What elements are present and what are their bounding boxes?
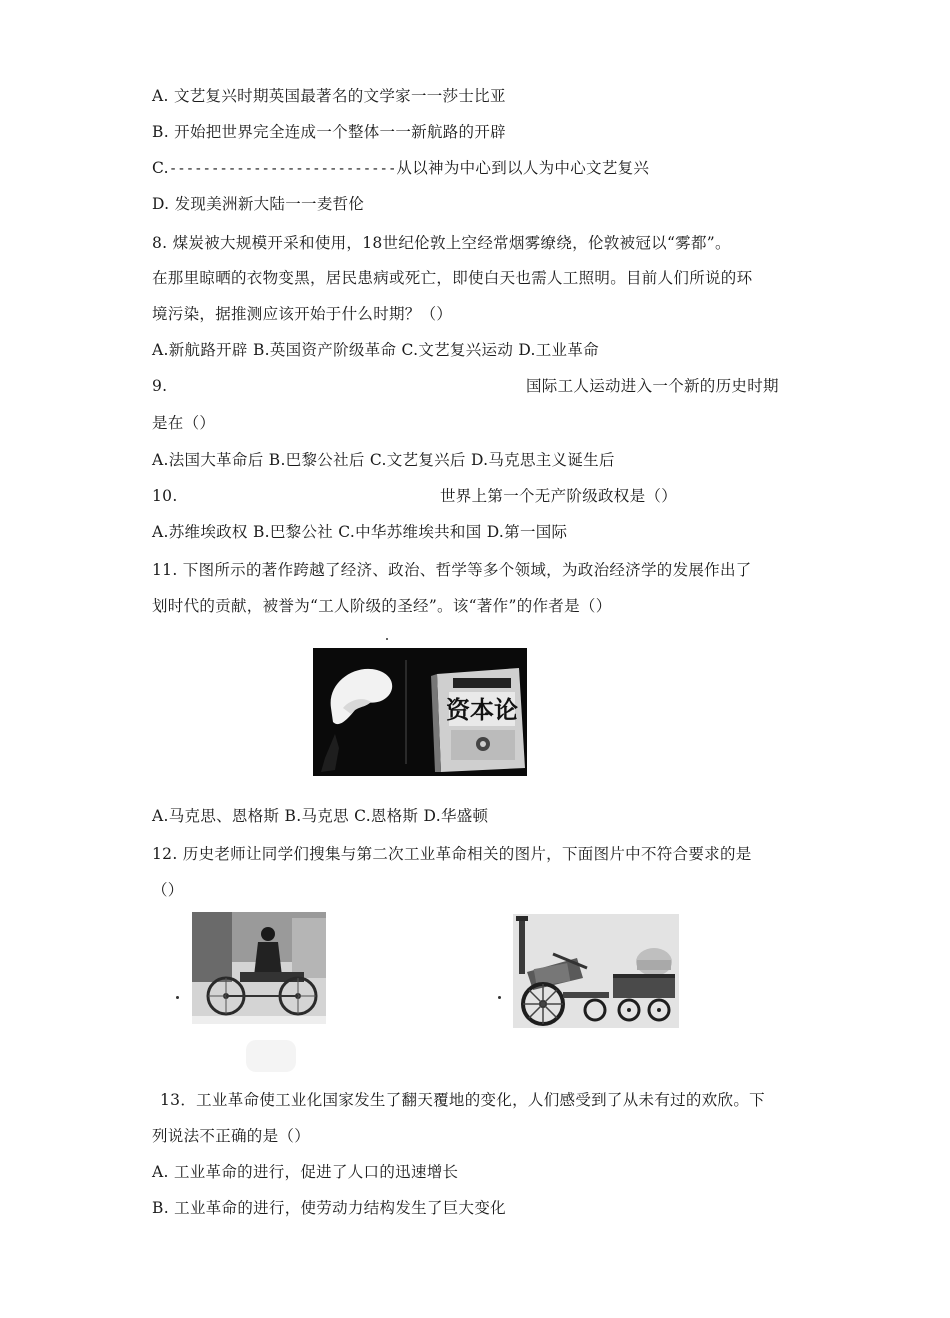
early-car-illustration: [192, 912, 326, 1024]
q9-stem: 国际工人运动进入一个新的历史时期: [526, 377, 779, 395]
scan-speck: [176, 996, 179, 999]
scan-speck: [386, 638, 388, 640]
q11-stem-line1: 11. 下图所示的著作跨越了经济、政治、哲学等多个领域，为政治经济学的发展作出了: [152, 561, 752, 579]
q8-stem-line1: 8. 煤炭被大规模开采和使用，18世纪伦敦上空经常烟雾缭绕，伦敦被冠以“雾都”。: [152, 234, 731, 252]
q12-stem-line2: （）: [152, 881, 184, 899]
q7-option-c: [152, 158, 649, 179]
capital-book-illustration: [313, 648, 527, 776]
q9-options: A.法国大革命后 B.巴黎公社后 C.文艺复兴后 D.马克思主义诞生后: [152, 451, 615, 469]
q11-stem-line2: 划时代的贡献，被誉为“工人阶级的圣经”。该“著作”的作者是（）: [152, 597, 612, 615]
q10-options: A.苏维埃政权 B.巴黎公社 C.中华苏维埃共和国 D.第一国际: [152, 523, 568, 541]
q9-stem-line2: 是在（）: [152, 414, 216, 432]
scan-speck: [498, 996, 501, 999]
q11-options: A.马克思、恩格斯 B.马克思 C.恩格斯 D.华盛顿: [152, 807, 489, 825]
q7-option-c-prefix: C.: [152, 159, 169, 177]
q9-number: 9.: [152, 377, 168, 395]
q13-option-b: B. 工业革命的进行，使劳动力结构发生了巨大变化: [152, 1199, 506, 1217]
faded-scan-artifact: [246, 1040, 296, 1072]
q8-stem-line2: 在那里晾晒的衣物变黑，居民患病或死亡，即使白天也需人工照明。目前人们所说的环: [152, 269, 753, 287]
q10-stem: 世界上第一个无产阶级政权是（）: [440, 487, 678, 505]
q13-option-a: A. 工业革命的进行，促进了人口的迅速增长: [152, 1163, 459, 1181]
q7-option-d: D. 发现美洲新大陆一一麦哲伦: [152, 195, 365, 213]
q7-option-a: A. 文艺复兴时期英国最著名的文学家一一莎士比亚: [152, 87, 506, 105]
q7-option-c-text: 从以神为中心到以人为中心文艺复兴: [396, 159, 650, 177]
book-title-text: 资本论: [446, 695, 518, 724]
early-car-image: [192, 912, 326, 1024]
q8-stem-line3: 境污染，据推测应该开始于什么时期？（）: [152, 305, 453, 323]
q8-options: A.新航路开辟 B.英国资产阶级革命 C.文艺复兴运动 D.工业革命: [152, 341, 599, 359]
q13-stem-line2: 列说法不正确的是（）: [152, 1127, 311, 1145]
q13-stem-line1: 13．工业革命使工业化国家发生了翻天覆地的变化，人们感受到了从未有过的欢欣。下: [160, 1091, 765, 1109]
q7-option-c-dashes: ---------------------------: [168, 161, 397, 177]
steam-locomotive-image: [513, 914, 679, 1028]
locomotive-illustration: [513, 914, 679, 1028]
capital-book-image: [313, 648, 527, 776]
q10-number: 10.: [152, 487, 178, 505]
q12-stem-line1: 12. 历史老师让同学们搜集与第二次工业革命相关的图片，下面图片中不符合要求的是: [152, 845, 752, 863]
q7-option-b: B. 开始把世界完全连成一个整体一一新航路的开辟: [152, 123, 506, 141]
